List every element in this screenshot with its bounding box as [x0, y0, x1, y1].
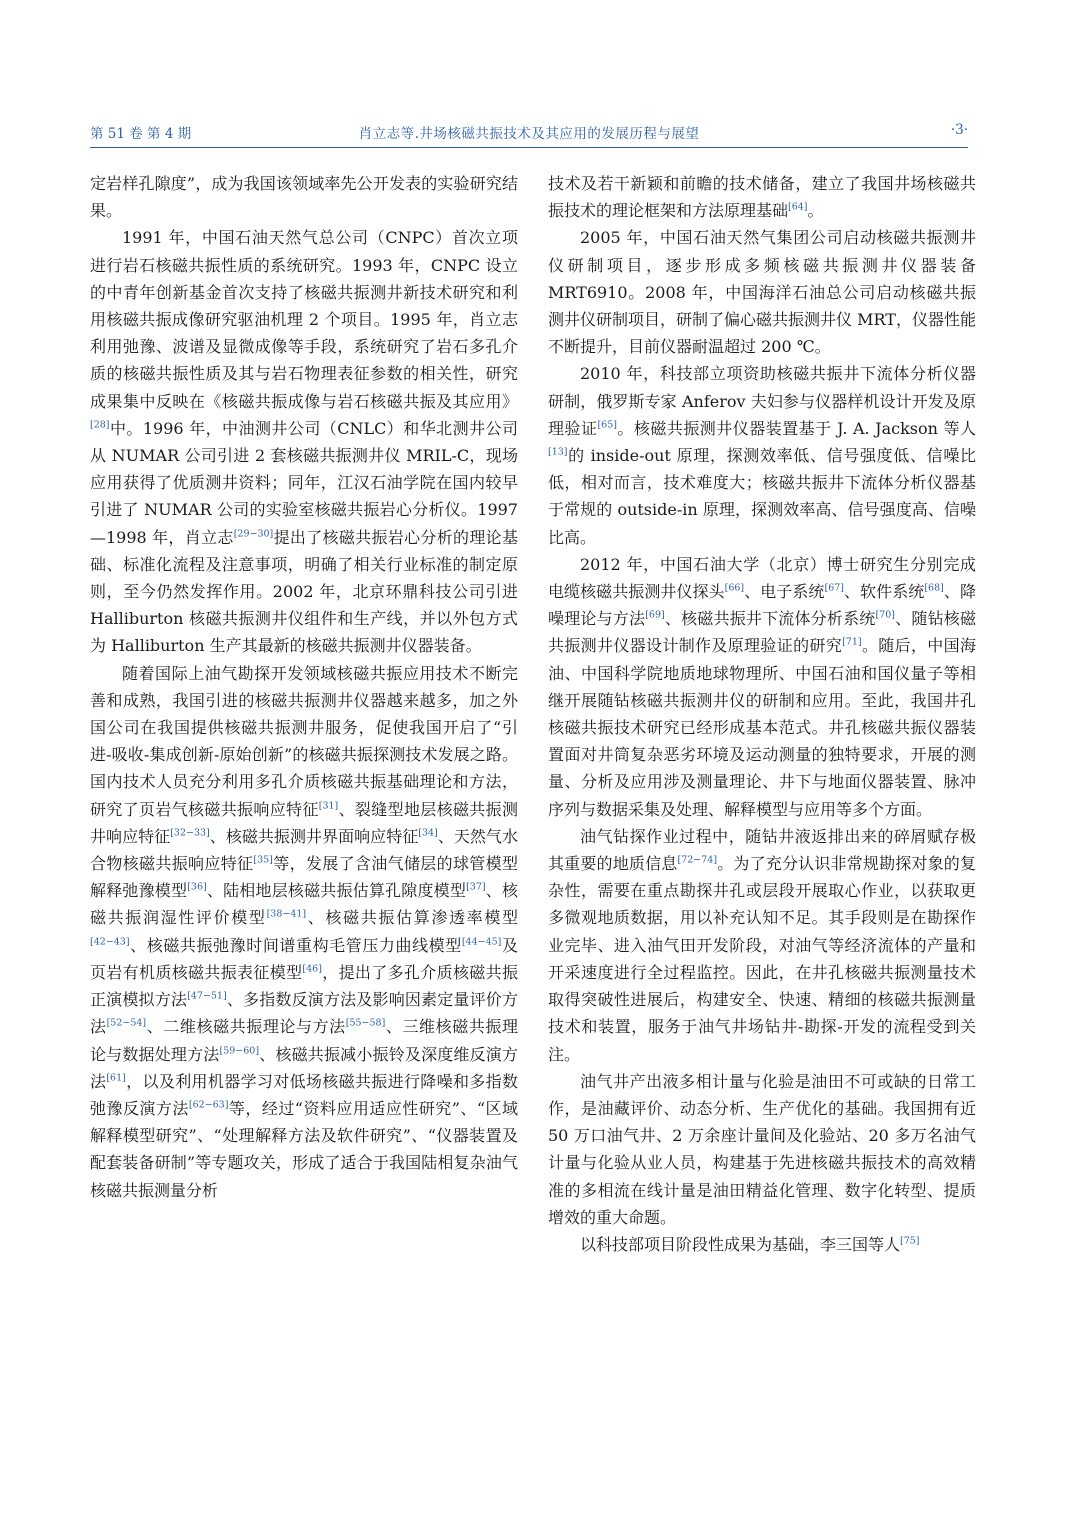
paragraph-text: 等，经过“资料应用适应性研究”、“区域解释模型研究”、“处理解释方法及软件研究”、“仪器装置及配套装备研制”等专题攻关，形成了适合于我国陆相复杂油气核磁共振测量分析 [90, 1098, 518, 1200]
citation[interactable]: [69] [645, 609, 665, 621]
paragraph-text: 等，发展了含油气储层的球管模型解释弛豫模型 [90, 854, 518, 901]
citation[interactable]: [13] [548, 446, 568, 458]
citation[interactable]: [38−41] [266, 909, 307, 921]
paragraph-text: 中。1996 年，中油测井公司（CNLC）和华北测井公司从 NUMAR 公司引进 2 套核磁共振测井仪 MRIL-C，现场应用获得了优质测井资料；同年，江汉石油学院在国内较早引进了 NUMAR 公司的实验室核磁共振岩心分析仪。1997—1998 年，肖立志 [90, 418, 518, 547]
paragraph-text: 、核磁共振弛豫时间谱重构毛管压力曲线模型 [129, 935, 462, 955]
citation[interactable]: [75] [900, 1235, 920, 1247]
paragraph-text: 、裂缝型地层核磁共振测井响应特征 [90, 799, 518, 846]
header-rule [90, 147, 968, 148]
citation[interactable]: [68] [924, 582, 944, 594]
citation[interactable]: [65] [597, 419, 617, 431]
paragraph-text: 2010 年，科技部立项资助核磁共振井下流体分析仪器研制，俄罗斯专家 Anferov 夫妇参与仪器样机设计开发及原理验证 [548, 364, 976, 438]
paragraph-text: 及页岩有机质核磁共振表征模型 [90, 935, 518, 982]
paragraph: 油气井产出液多相计量与化验是油田不可或缺的日常工作，是油藏评价、动态分析、生产优化的基础。我国拥有近 50 万口油气井、2 万余座计量间及化验站、20 多万名油气计量与化验从业人员，构建基于先进核磁共振技术的高效精准的多相流在线计量是油田精益化管理、数字化转型、提质增效的重大命题。 [548, 1071, 976, 1227]
citation[interactable]: [64] [788, 201, 808, 213]
citation[interactable]: [71] [842, 637, 862, 649]
paragraph-text: 。 [807, 201, 824, 221]
citation[interactable]: [28] [90, 419, 110, 431]
citation[interactable]: [59−60] [219, 1045, 260, 1057]
paragraph [548, 360, 976, 550]
paragraph-text: 、核磁共振润湿性评价模型 [90, 881, 518, 928]
paragraph-text: 、二维核磁共振理论与方法 [146, 1017, 346, 1037]
paragraph-text: ，以及利用机器学习对低场核磁共振进行降噪和多指数弛豫反演方法 [90, 1071, 518, 1118]
running-title: 肖立志等.井场核磁共振技术及其应用的发展历程与展望 [358, 126, 700, 142]
paragraph-text: 2012 年，中国石油大学（北京）博士研究生分别完成电缆核磁共振测井仪探头 [548, 554, 976, 602]
paragraph-text: 1991 年，中国石油天然气总公司（CNPC）首次立项进行岩石核磁共振性质的系统研究。1993 年，CNPC 设立的中青年创新基金首次支持了核磁共振测井新技术研究和利用核磁共振成像研究驱油机理 2 个项目。1995 年，肖立志利用弛豫、波谱及显微成像等手段，系统研究了岩石多孔介质的核磁共振性质及其与岩石物理表征参数的相关性，研究成果集中反映在《核磁共振成像与岩石核磁共振及其应用》 [90, 228, 518, 411]
paragraph-text: 。为了充分认识非常规勘探对象的复杂性，需要在重点勘探井孔或层段开展取心作业，以获取更多微观地质数据，用以补充认知不足。其手段则是在勘探作业完毕、进入油气田开发阶段，对油气等经济流体的产量和开采速度进行全过程监控。因此，在井孔核磁共振测量技术取得突破性进展后，构建安全、快速、精细的核磁共振测量技术和装置，服务于油气井场钻井-勘探-开发的流程受到关注。 [548, 854, 976, 1064]
citation[interactable]: [66] [724, 582, 745, 594]
citation[interactable]: [31] [318, 800, 339, 812]
paragraph-text: 、软件系统 [844, 582, 925, 602]
paragraph [90, 660, 518, 1204]
paragraph-text: 、三维核磁共振理论与数据处理方法 [90, 1017, 518, 1064]
paragraph [548, 551, 976, 823]
citation[interactable]: [62−63] [188, 1099, 229, 1111]
citation[interactable]: [34] [418, 827, 438, 839]
paragraph-text: 随着国际上油气勘探开发领域核磁共振应用技术不断完善和成熟，我国引进的核磁共振测井仪器越来越多，加之外国公司在我国提供核磁共振测井服务，促使我国开启了“引进-吸收-集成创新-原始创新”的核磁共振探测技术发展之路。国内技术人员充分利用多孔介质核磁共振基础理论和方法，研究了页岩气核磁共振响应特征 [90, 663, 518, 819]
paragraph-text: 、电子系统 [744, 582, 825, 602]
citation[interactable]: [55−58] [345, 1017, 386, 1029]
citation[interactable]: [52−54] [106, 1017, 147, 1029]
citation[interactable]: [36] [187, 881, 207, 893]
paragraph [90, 224, 518, 659]
paragraph-text: 、降噪理论与方法 [548, 582, 976, 629]
citation[interactable]: [47−51] [187, 990, 227, 1002]
paragraph-text: 、陆相地层核磁共振估算孔隙度模型 [206, 881, 467, 901]
paragraph [548, 823, 976, 1068]
citation[interactable]: [37] [466, 881, 486, 893]
paragraph: 2005 年，中国石油天然气集团公司启动核磁共振测井仪研制项目，逐步形成多频核磁共振测井仪器装备 MRT6910。2008 年，中国海洋石油总公司启动核磁共振测井仪研制项目，研制了偏心磁共振测井仪 MRT，仪器性能不断提升，目前仪器耐温超过 200 ℃。 [548, 228, 976, 357]
paragraph-text: 、随钻核磁共振测井仪器设计制作及原理验证的研究 [548, 609, 976, 656]
paragraph-text: 、天然气水合物核磁共振响应特征 [90, 826, 518, 874]
paragraph-text: 的 inside-out 原理，探测效率低、信号强度低、信噪比低，相对而言，技术难度大；核磁共振井下流体分析仪器基于常规的 outside-in 原理，探测效率高、信号强度高、信噪比高。 [548, 446, 976, 547]
citation[interactable]: [46] [302, 963, 322, 975]
paragraph-text: 、核磁共振井下流体分析系统 [664, 609, 876, 629]
citation[interactable]: [70] [875, 609, 895, 621]
citation[interactable]: [67] [824, 582, 844, 594]
citation[interactable]: [44−45] [461, 936, 502, 948]
left-column [90, 170, 518, 1204]
citation[interactable]: [61] [106, 1072, 126, 1084]
paragraph-text: 提出了核磁共振岩心分析的理论基础、标准化流程及注意事项，明确了相关行业标准的制定原则，至今仍然发挥作用。2002 年，北京环鼎科技公司引进 Halliburton 核磁共振测井仪组件和生产线，并以外包方式为 Halliburton 生产其最新的核磁共振测井仪器装备。 [90, 527, 518, 656]
paragraph: 定岩样孔隙度”，成为我国该领域率先公开发表的实验研究结果。 [90, 174, 518, 221]
right-column [548, 170, 976, 1258]
citation[interactable]: [42−43] [90, 936, 130, 948]
paragraph-text: 、核磁共振测井界面响应特征 [209, 826, 419, 846]
paragraph-text: 油气钻探作业过程中，随钻井液返排出来的碎屑赋存极其重要的地质信息 [548, 826, 976, 874]
paragraph-text: 、核磁共振估算渗透率模型 [306, 908, 518, 928]
citation[interactable]: [72−74] [677, 854, 718, 866]
paragraph [548, 170, 976, 224]
paragraph-text: 以科技部项目阶段性成果为基础，李三国等人 [580, 1234, 901, 1254]
citation[interactable]: [32−33] [170, 827, 210, 839]
paragraph-text: 。核磁共振测井仪器装置基于 J. A. Jackson 等人 [616, 418, 976, 438]
citation[interactable]: [29−30] [233, 528, 274, 540]
paragraph-text: 、多指数反演方法及影响因素定量评价方法 [90, 990, 518, 1037]
paragraph-text: 、核磁共振减小振铃及深度维反演方法 [90, 1044, 518, 1091]
running-header [90, 122, 968, 144]
paragraph [548, 1231, 976, 1258]
citation[interactable]: [35] [253, 854, 273, 866]
paragraph-text: 。随后，中国海油、中国科学院地质地球物理所、中国石油和国仪量子等相继开展随钻核磁共振测井仪的研制和应用。至此，我国井孔核磁共振技术研究已经形成基本范式。井孔核磁共振仪器装置面对井筒复杂恶劣环境及运动测量的独特要求，开展的测量、分析及应用涉及测量理论、井下与地面仪器装置、脉冲序列与数据采集及处理、解释模型与应用等多个方面。 [548, 636, 976, 819]
journal-volume: 第 51 卷 第 4 期 [90, 126, 192, 142]
paragraph-text: ，提出了多孔介质核磁共振正演模拟方法 [90, 962, 518, 1010]
page-number: ·3· [950, 122, 968, 138]
paragraph-text: 技术及若干新颖和前瞻的技术储备，建立了我国井场核磁共振技术的理论框架和方法原理基础 [548, 174, 976, 221]
